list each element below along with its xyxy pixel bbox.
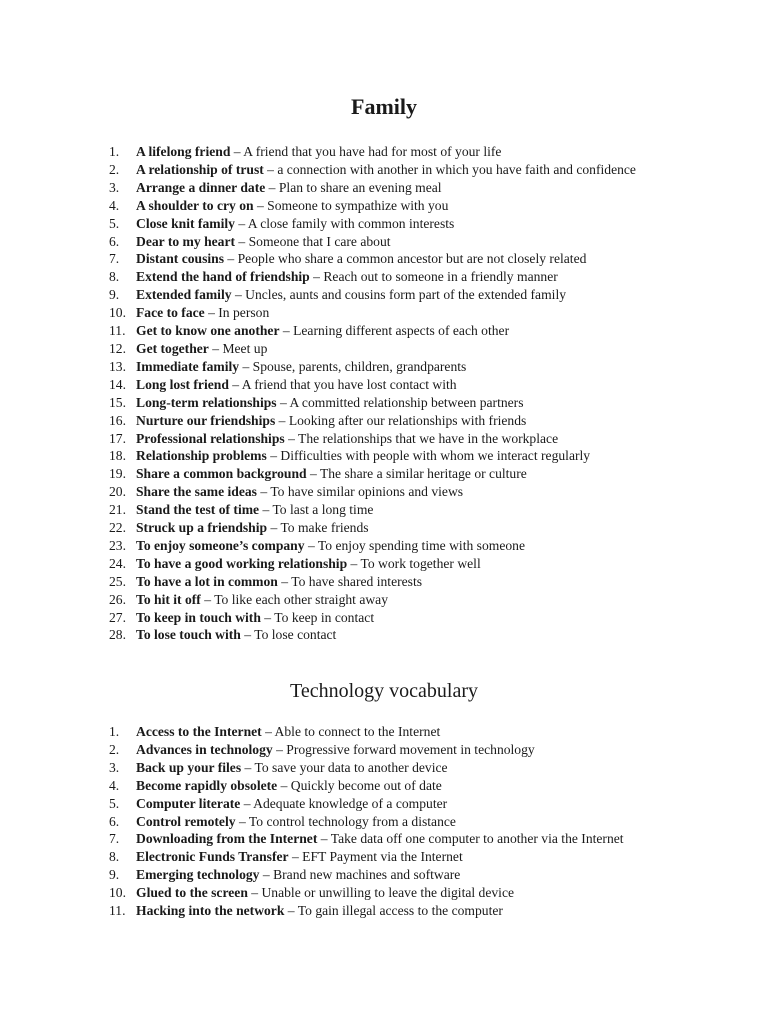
vocab-term: Share a common background	[136, 466, 307, 482]
vocab-term: A relationship of trust	[136, 161, 264, 177]
item-number: 8.	[109, 269, 120, 285]
vocab-definition: In person	[218, 305, 270, 321]
vocab-term: Downloading from the Internet	[136, 831, 318, 847]
item-number: 21.	[109, 502, 126, 518]
vocab-definition: To lose contact	[254, 627, 337, 643]
term-separator: –	[288, 849, 303, 865]
vocab-definition: Adequate knowledge of a computer	[253, 795, 448, 811]
term-separator: –	[260, 609, 275, 625]
item-number: 20.	[109, 484, 126, 500]
term-separator: –	[277, 573, 292, 589]
vocab-definition: Unable or unwilling to leave the digital device	[261, 885, 515, 901]
vocab-item	[109, 813, 696, 831]
vocab-definition: A close family with common interests	[247, 215, 455, 231]
vocab-item	[109, 215, 696, 233]
vocab-term: Immediate family	[136, 358, 240, 374]
item-number: 5.	[109, 795, 120, 811]
vocab-term: Long lost friend	[136, 376, 229, 392]
item-number: 12.	[109, 340, 126, 356]
item-number: 10.	[109, 885, 126, 901]
vocab-item	[109, 591, 696, 609]
term-separator: –	[306, 466, 320, 482]
vocab-term: Emerging technology	[136, 867, 260, 883]
item-number: 16.	[109, 412, 126, 428]
vocab-item	[109, 430, 696, 448]
term-separator: –	[259, 867, 274, 883]
vocab-item	[109, 340, 696, 358]
vocab-definition: Brand new machines and software	[273, 867, 461, 883]
vocab-definition: To gain illegal access to the computer	[297, 903, 503, 919]
vocab-term: To keep in touch with	[136, 609, 261, 625]
vocab-definition: To control technology from a distance	[248, 813, 456, 829]
term-separator: –	[276, 394, 290, 410]
item-number: 1.	[109, 144, 120, 159]
vocab-definition: A friend that you have lost contact with	[241, 376, 457, 392]
term-separator: –	[267, 520, 281, 536]
item-number: 6.	[109, 233, 120, 249]
vocab-definition: To have shared interests	[291, 573, 423, 589]
vocab-definition: Difficulties with people with whom we interact regularly	[280, 448, 591, 464]
term-separator: –	[284, 903, 298, 919]
vocab-term: Extended family	[136, 287, 232, 303]
vocab-term: Back up your files	[136, 759, 242, 775]
vocab-definition: Looking after our relationships with friends	[288, 412, 527, 428]
vocab-term: Access to the Internet	[136, 724, 262, 739]
item-number: 2.	[109, 741, 120, 757]
term-separator: –	[231, 287, 246, 303]
vocab-item	[109, 179, 696, 197]
term-separator: –	[277, 777, 291, 793]
vocab-item	[109, 233, 696, 251]
term-separator: –	[279, 323, 294, 339]
vocab-definition: To have similar opinions and views	[270, 484, 464, 500]
item-number: 13.	[109, 358, 126, 374]
vocab-definition: Uncles, aunts and cousins form part of the extended family	[245, 287, 567, 303]
term-separator: –	[347, 555, 361, 571]
item-number: 10.	[109, 305, 126, 321]
vocab-item	[109, 573, 696, 591]
vocab-term: To lose touch with	[136, 627, 241, 643]
vocab-term: Advances in technology	[136, 741, 273, 757]
term-separator: –	[261, 724, 275, 739]
term-separator: –	[259, 502, 273, 518]
vocab-definition: EFT Payment via the Internet	[302, 849, 463, 865]
vocab-definition: A committed relationship between partners	[289, 394, 524, 410]
term-separator: –	[224, 251, 238, 267]
vocab-term: Long-term relationships	[136, 394, 277, 410]
vocab-definition: The share a similar heritage or culture	[319, 466, 527, 482]
vocab-definition: To keep in contact	[274, 609, 375, 625]
item-number: 14.	[109, 376, 126, 392]
vocab-term: Electronic Funds Transfer	[136, 849, 289, 865]
vocab-term: A lifelong friend	[136, 144, 231, 159]
item-number: 7.	[109, 831, 120, 847]
vocab-item	[109, 143, 696, 161]
vocab-definition: Meet up	[222, 340, 268, 356]
vocab-item	[109, 250, 696, 268]
item-number: 27.	[109, 609, 126, 625]
item-number: 4.	[109, 777, 120, 793]
term-separator: –	[234, 215, 248, 231]
vocab-term: Close knit family	[136, 215, 235, 231]
item-number: 7.	[109, 251, 120, 267]
family-vocab-list	[109, 143, 696, 644]
vocab-item	[109, 626, 696, 644]
item-number: 28.	[109, 627, 126, 643]
term-separator: –	[309, 269, 324, 285]
vocab-item	[109, 723, 696, 741]
vocab-definition: Take data off one computer to another via the Internet	[330, 831, 624, 847]
term-separator: –	[317, 831, 331, 847]
vocab-term: Glued to the screen	[136, 885, 248, 901]
vocab-term: Relationship problems	[136, 448, 267, 464]
term-separator: –	[284, 430, 299, 446]
vocab-definition: People who share a common ancestor but are not closely related	[237, 251, 587, 267]
vocab-definition: Quickly become out of date	[290, 777, 442, 793]
term-separator: –	[256, 484, 271, 500]
item-number: 8.	[109, 849, 120, 865]
vocab-term: Become rapidly obsolete	[136, 777, 278, 793]
item-number: 11.	[109, 323, 126, 339]
vocab-term: Extend the hand of friendship	[136, 269, 310, 285]
item-number: 2.	[109, 161, 120, 177]
term-separator: –	[235, 233, 249, 249]
term-separator: –	[272, 741, 287, 757]
vocab-item	[109, 830, 696, 848]
item-number: 17.	[109, 430, 126, 446]
vocab-term: To enjoy someone’s company	[136, 537, 305, 553]
vocab-term: To have a lot in common	[136, 573, 278, 589]
vocab-definition: Able to connect to the Internet	[274, 724, 441, 739]
item-number: 4.	[109, 197, 120, 213]
term-separator: –	[253, 197, 268, 213]
term-separator: –	[247, 885, 262, 901]
vocab-item	[109, 197, 696, 215]
item-number: 9.	[109, 867, 120, 883]
vocab-definition: Learning different aspects of each other	[293, 323, 510, 339]
term-separator: –	[200, 591, 215, 607]
vocab-term: Get to know one another	[136, 323, 280, 339]
vocab-term: Professional relationships	[136, 430, 285, 446]
term-separator: –	[304, 537, 318, 553]
item-number: 11.	[109, 903, 126, 919]
vocab-item	[109, 394, 696, 412]
vocab-item	[109, 358, 696, 376]
vocab-definition: To work together well	[360, 555, 481, 571]
technology-vocab-list	[109, 723, 696, 920]
vocab-definition: Plan to share an evening meal	[278, 179, 442, 195]
vocab-item	[109, 866, 696, 884]
vocab-item	[109, 376, 696, 394]
vocab-definition: A friend that you have had for most of your life	[243, 144, 502, 159]
vocab-term: Struck up a friendship	[136, 520, 268, 536]
vocab-item	[109, 795, 696, 813]
vocab-definition: Progressive forward movement in technology	[286, 741, 535, 757]
vocab-term: Arrange a dinner date	[136, 179, 266, 195]
vocab-item	[109, 848, 696, 866]
term-separator: –	[240, 795, 254, 811]
term-separator: –	[228, 376, 242, 392]
vocab-term: Face to face	[136, 305, 205, 321]
vocab-term: Control remotely	[136, 813, 236, 829]
item-number: 3.	[109, 179, 120, 195]
item-number: 26.	[109, 591, 126, 607]
vocab-definition: To like each other straight away	[214, 591, 389, 607]
vocab-term: A shoulder to cry on	[136, 197, 254, 213]
item-number: 15.	[109, 394, 126, 410]
vocab-item	[109, 555, 696, 573]
term-separator: –	[230, 144, 244, 159]
term-separator: –	[204, 305, 219, 321]
vocab-term: To hit it off	[136, 591, 201, 607]
item-number: 24.	[109, 555, 126, 571]
vocab-item	[109, 322, 696, 340]
vocab-item	[109, 465, 696, 483]
vocab-item	[109, 268, 696, 286]
vocab-definition: Reach out to someone in a friendly manner	[323, 269, 558, 285]
vocab-definition: The relationships that we have in the workplace	[298, 430, 559, 446]
vocab-term: Share the same ideas	[136, 484, 257, 500]
item-number: 1.	[109, 724, 120, 739]
vocab-definition: To save your data to another device	[254, 759, 448, 775]
term-separator: –	[266, 448, 281, 464]
vocab-item	[109, 902, 696, 920]
vocab-definition: Someone that I care about	[248, 233, 391, 249]
vocab-definition: Spouse, parents, children, grandparents	[252, 358, 467, 374]
vocab-term: Nurture our friendships	[136, 412, 276, 428]
vocab-item	[109, 447, 696, 465]
item-number: 9.	[109, 287, 120, 303]
vocab-definition: a connection with another in which you have faith and confidence	[277, 161, 636, 177]
vocab-term: Get together	[136, 340, 209, 356]
vocab-item	[109, 759, 696, 777]
term-separator: –	[235, 813, 249, 829]
term-separator: –	[241, 759, 255, 775]
item-number: 25.	[109, 573, 126, 589]
item-number: 18.	[109, 448, 126, 464]
family-section-title: Family	[351, 94, 417, 119]
item-number: 3.	[109, 759, 120, 775]
item-number: 19.	[109, 466, 126, 482]
vocab-item	[109, 884, 696, 902]
term-separator: –	[265, 179, 279, 195]
vocab-term: Dear to my heart	[136, 233, 236, 249]
term-separator: –	[239, 358, 253, 374]
vocab-item	[109, 286, 696, 304]
vocab-term: Distant cousins	[136, 251, 225, 267]
vocab-definition: To enjoy spending time with someone	[317, 537, 525, 553]
vocab-item	[109, 412, 696, 430]
technology-section-title: Technology vocabulary	[290, 680, 478, 702]
vocab-term: Hacking into the network	[136, 903, 285, 919]
term-separator: –	[263, 161, 278, 177]
vocab-item	[109, 537, 696, 555]
vocab-item	[109, 519, 696, 537]
vocab-item	[109, 609, 696, 627]
vocab-definition: To make friends	[280, 520, 369, 536]
vocab-item	[109, 741, 696, 759]
item-number: 6.	[109, 813, 120, 829]
item-number: 22.	[109, 520, 126, 536]
vocab-item	[109, 483, 696, 501]
term-separator: –	[275, 412, 289, 428]
vocab-item	[109, 304, 696, 322]
vocab-item	[109, 161, 696, 179]
term-separator: –	[208, 340, 223, 356]
vocab-term: Computer literate	[136, 795, 241, 811]
vocab-item	[109, 501, 696, 519]
vocab-term: Stand the test of time	[136, 502, 260, 518]
vocab-definition: Someone to sympathize with you	[267, 197, 449, 213]
vocab-term: To have a good working relationship	[136, 555, 348, 571]
item-number: 5.	[109, 215, 120, 231]
term-separator: –	[240, 627, 255, 643]
item-number: 23.	[109, 537, 126, 553]
vocab-definition: To last a long time	[272, 502, 374, 518]
vocab-item	[109, 777, 696, 795]
